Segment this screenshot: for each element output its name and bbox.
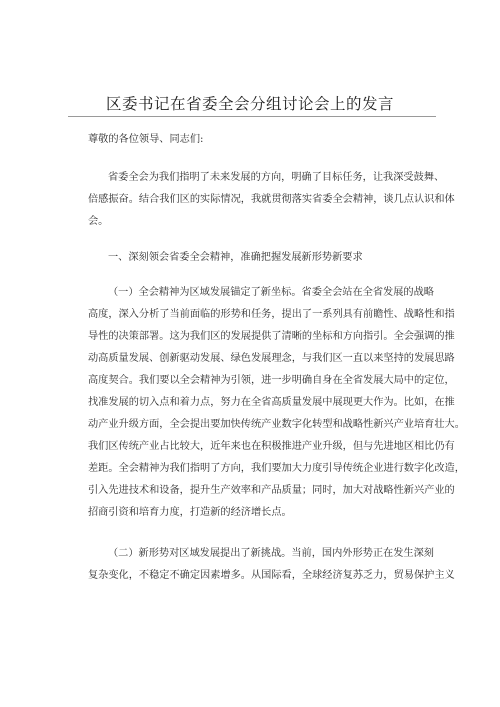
paragraph-line: 动高质量发展、创新驱动发展、绿色发展理念，与我们区一直以来坚持的发展思路	[88, 353, 455, 364]
title-underline	[68, 116, 436, 117]
paragraph-line: 复杂变化，不稳定不确定因素增多。从国际看，全球经济复苏乏力，贸易保护主义	[88, 570, 455, 581]
section-heading: 一、深刻领会省委全会精神，准确把握发展新形势新要求	[108, 252, 363, 263]
paragraph-line: 找准发展的切入点和着力点，努力在全省高质量发展中展现更大作为。比如，在推	[88, 397, 455, 408]
paragraph-line: 导性的决策部署。这为我们区的发展提供了清晰的坐标和方向指引。全会强调的推	[88, 331, 455, 342]
paragraph-line: 我们区传统产业占比较大，近年来也在积极推进产业升级，但与先进地区相比仍有	[88, 441, 455, 452]
paragraph-line: 省委全会为我们指明了未来发展的方向，明确了目标任务，让我深受鼓舞、	[108, 172, 445, 183]
paragraph-line: 高度契合。我们要以全会精神为引领，进一步明确自身在全省发展大局中的定位，	[88, 375, 455, 386]
paragraph-line: （一）全会精神为区域发展锚定了新坐标。省委全会站在全省发展的战略	[108, 287, 434, 298]
salutation: 尊敬的各位领导、同志们:	[88, 134, 204, 145]
paragraph-line: 动产业升级方面，全会提出要加快传统产业数字化转型和战略性新兴产业培育壮大。	[88, 419, 465, 430]
paragraph-line: 倍感振奋。结合我们区的实际情况，我就贯彻落实省委全会精神，谈几点认识和体	[88, 194, 455, 205]
paragraph-line: 招商引资和培育力度，打造新的经济增长点。	[88, 507, 292, 518]
document-title: 区委书记在省委全会分组讨论会上的发言	[105, 95, 394, 113]
paragraph-line: 高度，深入分析了当前面临的形势和任务，提出了一系列具有前瞻性、战略性和指	[88, 309, 455, 320]
paragraph-line: 引入先进技术和设备，提升生产效率和产品质量；同时，加大对战略性新兴产业的	[88, 485, 455, 496]
paragraph-line: （二）新形势对区域发展提出了新挑战。当前，国内外形势正在发生深刻	[108, 548, 434, 559]
paragraph-line: 差距。全会精神为我们指明了方向，我们要加大力度引导传统企业进行数字化改造，	[88, 463, 465, 474]
paragraph-line: 会。	[88, 216, 109, 227]
